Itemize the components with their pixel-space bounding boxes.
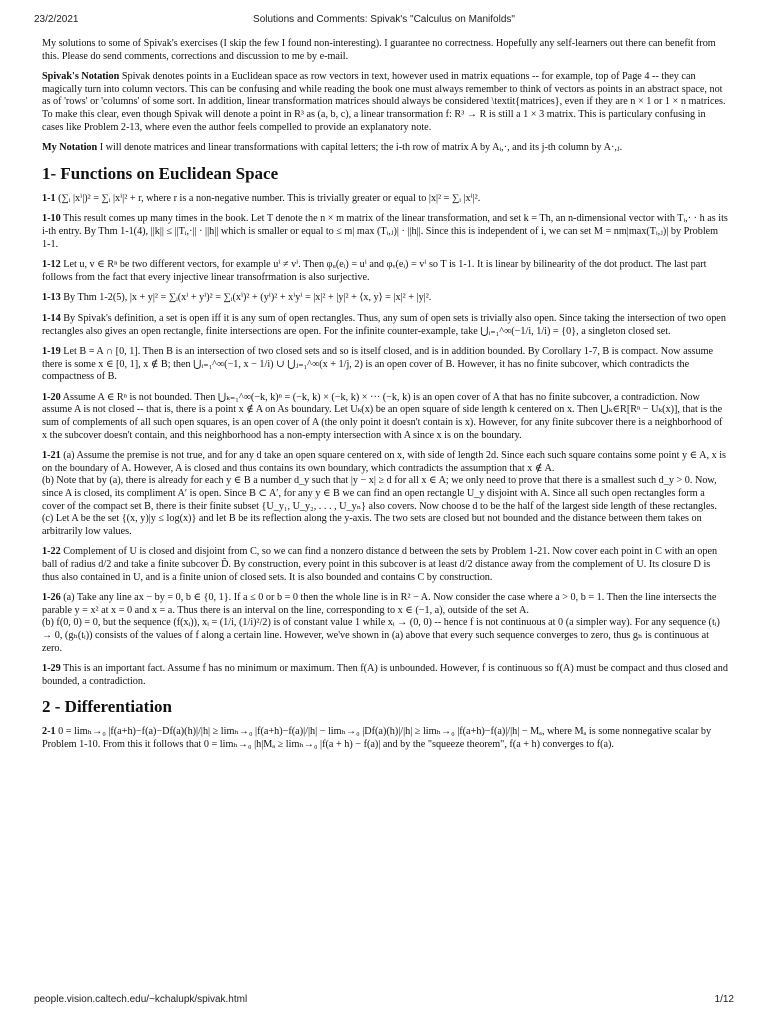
problem-text: (a) Take any line ax − by = 0, b ∈ {0, 1}. If a ≤ 0 or b = 0 then the whole line is in R² − A. Now consider the case where a > 0, b = 1. Then the line intersects the parable y = x² at x = 0 and x = a. Thus there is an interval on the line, corresponding to x ∈ (−1, a), outside of the set A. [42, 592, 717, 616]
problem-label: 1-19 [42, 346, 61, 358]
problem-text: (∑ᵢ |xⁱ|)² = ∑ᵢ |xⁱ|² + r, where r is a non-negative number. This is trivially greater or equal to |x|² = ∑ᵢ |xⁱ|². [55, 192, 481, 204]
problem-text: (b) Note that by (a), there is already for each y ∈ B a number d_y such that |y − x| ≥ d for all x ∈ A; we only need to prove that there is a smallest such d_y > 0. Now, since A is closed, its compliment A′ is open. Since B ⊂ A′, for any y ∈ B we can find an open rectangle U_y disjoint with A. Since all such open rectangles form a cover of the compact set B, there is their finite subset {U_y₁, U_y₂, . . . , U_yₙ} also covers. Now choose d to be the half of the largest side length of these rectangles. [42, 475, 717, 512]
problem-1-26a [42, 592, 728, 617]
problem-label: 1-29 [42, 663, 61, 675]
problem-label: 1-10 [42, 213, 61, 225]
problem-1-21a [42, 450, 728, 475]
print-header [34, 14, 734, 28]
my-notation-paragraph [42, 142, 728, 155]
problem-2-1 [42, 726, 728, 751]
problem-label: 1-13 [42, 292, 61, 304]
problem-label: 1-1 [42, 192, 56, 204]
problem-text: Let B = A ∩ [0, 1]. Then B is an intersection of two closed sets and so is itself closed, and is in addition bounded. By Corollary 1-7, B is compact. Now assume there is some x ∈ [0, 1], x ∉ B; then ⋃ᵢ₌₁^∞(−1, x − 1/i) ∪ ⋃ⱼ₌₁^∞(x + 1/j, 2) is an open cover of B. However, it has no finite subcover, which contradicts the compactness of B. [42, 346, 714, 383]
problem-label: 1-20 [42, 391, 61, 403]
problem-1-14 [42, 313, 728, 338]
problem-label: 1-14 [42, 312, 61, 324]
problem-label: 1-26 [42, 592, 61, 604]
notation-paragraph [42, 71, 728, 134]
my-notation-text: I will denote matrices and linear transformations with capital letters; the i-th row of matrix A by Aᵢ,·, and its j-th column by A·,ⱼ. [97, 142, 623, 154]
problem-text: Complement of U is closed and disjoint from C, so we can find a nonzero distance d between the sets by Problem 1-21. Now cover each point in C with an open ball of radius d/2 and take a finite subcover D̃. By construction, every point in this subcover is at least d/2 distance away from the complement of U. Its closure D is thus also contained in U, and is a finite union of closed sets. It is also bounded and contains C by construction. [42, 546, 718, 583]
source-url: people.vision.caltech.edu/~kchalupk/spivak.html [34, 994, 248, 1005]
problem-text: Assume A ∈ Rⁿ is not bounded. Then ⋃ₖ₌₁^∞(−k, k)ⁿ = (−k, k) × (−k, k) × ··· (−k, k) is an open cover of A that has no finite subcover, a contradiction. Now assume A is not closed -- that is, there is a point x ∉ A on As boundary. Let Uₖ(x) be an open square of side length k centered on x. Then ⋃ₖ∈R[Rⁿ − Uₖ(x)], that is the sum of complements of all such open squares, is an open cover of A (the only point it doesn't contain is x). However, for any finite subcover there is a neighborhood of x the subcover doesn't contain, and this neighborhood has a non-empty intersection with A since x is on the boundary. [42, 391, 723, 441]
problem-1-20 [42, 392, 728, 442]
problem-1-22 [42, 546, 728, 584]
problem-label: 1-12 [42, 259, 61, 271]
problem-1-1 [42, 193, 728, 206]
problem-text: 0 = limₕ→₀ |f(a+h)−f(a)−Df(a)(h)|/|h| ≥ limₕ→₀ |f(a+h)−f(a)|/|h| − limₕ→₀ |Df(a)(h)|/|h| ≥ limₕ→₀ |f(a+h)−f(a)|/|h| − Mₐ, where Mₐ is some nonnegative scalar by Problem 1-10. From this it follows that 0 = limₕ→₀ |h|Mₐ ≥ limₕ→₀ |f(a + h) − f(a)| and by the "squeeze theorem", f(a + h) converges to f(a). [42, 726, 712, 750]
notation-label: Spivak's Notation [42, 71, 120, 83]
problem-label: 1-22 [42, 546, 61, 558]
notation-text: Spivak denotes points in a Euclidean space as row vectors in text, however used in matrix equations -- for example, top of Page 4 -- they can magically turn into column vectors. This can be confusing and while reading the book one must always remember to think of vectors as points in an abstract space, not as of 'rows' or 'columns' of some sort. In addition, linear transformation matrices should always be considered \textit{matrices}, even if they are n × 1 or 1 × n matrices. To make this clear, even though Spivak will denote a point in R³ as (a, b, c), a linear transormation f: R³ → R is still a 1 × 3 matrix. This is particulary confusing in cases like Problem 2-13, where even the author feels compelled to provide an explanatory note. [42, 71, 726, 133]
problem-text: (a) Assume the premise is not true, and for any d take an open square centered on x, with side of length 2d. Since each such square contains some point y ∈ A, x is on the boundary of A. However, A is closed and thus contains its own boundary, which contradicts the assumption that x ∉ A. [42, 450, 727, 474]
problem-text: (c) Let A be the set {(x, y)|y ≤ log(x)} and let B be its reflection along the y-axis. The two sets are closed but not bounded and the distance between them takes on arbitrarily low values. [42, 513, 702, 537]
print-date: 23/2/2021 [34, 14, 79, 25]
problem-label: 1-21 [42, 450, 61, 462]
problem-1-29 [42, 663, 728, 688]
document-body [42, 38, 728, 984]
print-footer [34, 994, 734, 1008]
problem-1-19 [42, 346, 728, 384]
problem-label: 2-1 [42, 726, 56, 738]
problem-1-21c [42, 513, 728, 538]
section-heading-2: 2 - Differentiation [42, 697, 172, 717]
my-notation-label: My Notation [42, 142, 98, 154]
problem-1-26b [42, 617, 728, 655]
problem-text: This is an important fact. Assume f has no minimum or maximum. Then f(A) is unbounded. However, f is continuous so f(A) must be compact and thus closed and bounded, a contradiction. [42, 663, 728, 687]
section-heading-1: 1- Functions on Euclidean Space [42, 163, 279, 183]
problem-1-12 [42, 259, 728, 284]
intro-paragraph: My solutions to some of Spivak's exercises (I skip the few I found non-interesting). I guarantee no correctness. Hopefully any self-learners out there can benefit from this. Please do send comments, corrections and discussion to me by e-mail. [42, 38, 716, 62]
problem-text: This result comes up many times in the book. Let T denote the n × m matrix of the linear transformation, and set k = Th, an n-dimensional vector with Tᵢ,· · h as its i-th entry. By Thm 1-1(4), ||k|| ≤ ||Tᵢ,·|| · ||h|| which is smaller or equal to ≤ m| max (Tᵢ,ⱼ)| · ||h||. Since this is independent of i, we can set M = nm|max(Tᵢ,ⱼ)| by Problem 1-1. [42, 213, 728, 250]
problem-1-10 [42, 213, 728, 251]
problem-text: By Spivak's definition, a set is open iff it is any sum of open rectangles. Thus, any sum of open sets is trivially also open. Since taking the intersection of two open rectangles also gives an open rectangle, finite intersections are open. For the infinite counter-example, take ⋃ᵢ₌₁^∞(−1/i, 1/i) = {0}, a singleton closed set. [42, 312, 726, 337]
problem-text: Let u, v ∈ Rⁿ be two different vectors, for example uⁱ ≠ vⁱ. Then φᵤ(eᵢ) = uⁱ and φᵥ(eᵢ) = vⁱ so T is 1-1. It is linear by bilinearity of the dot product. The last part follows from the fact that every injective linear transofrmation is also surjective. [42, 259, 707, 283]
page-number: 1/12 [714, 994, 734, 1005]
problem-text: (b) f(0, 0) = 0, but the sequence (f(xᵢ)), xᵢ = (1/i, (1/i)²/2) is of constant value 1 while xᵢ → (0, 0) -- hence f is not continuous at 0 (a simpler way). For any sequence (tᵢ) → 0, (gₕ(tᵢ)) consists of the values of f along a certain line. However, we've shown in (a) above that every such sequence converges to zero, thus gₕ is continuous at zero. [42, 617, 720, 654]
problem-text: By Thm 1-2(5), |x + y|² = ∑ᵢ(xⁱ + yⁱ)² = ∑ᵢ(xⁱ)² + (yⁱ)² + xⁱyⁱ = |x|² + |y|² + ⟨x, y⟩ = |x|² + |y|². [60, 292, 432, 304]
problem-1-21b [42, 475, 728, 513]
problem-1-13 [42, 292, 728, 305]
print-title: Solutions and Comments: Spivak's "Calculus on Manifolds" [253, 14, 515, 25]
